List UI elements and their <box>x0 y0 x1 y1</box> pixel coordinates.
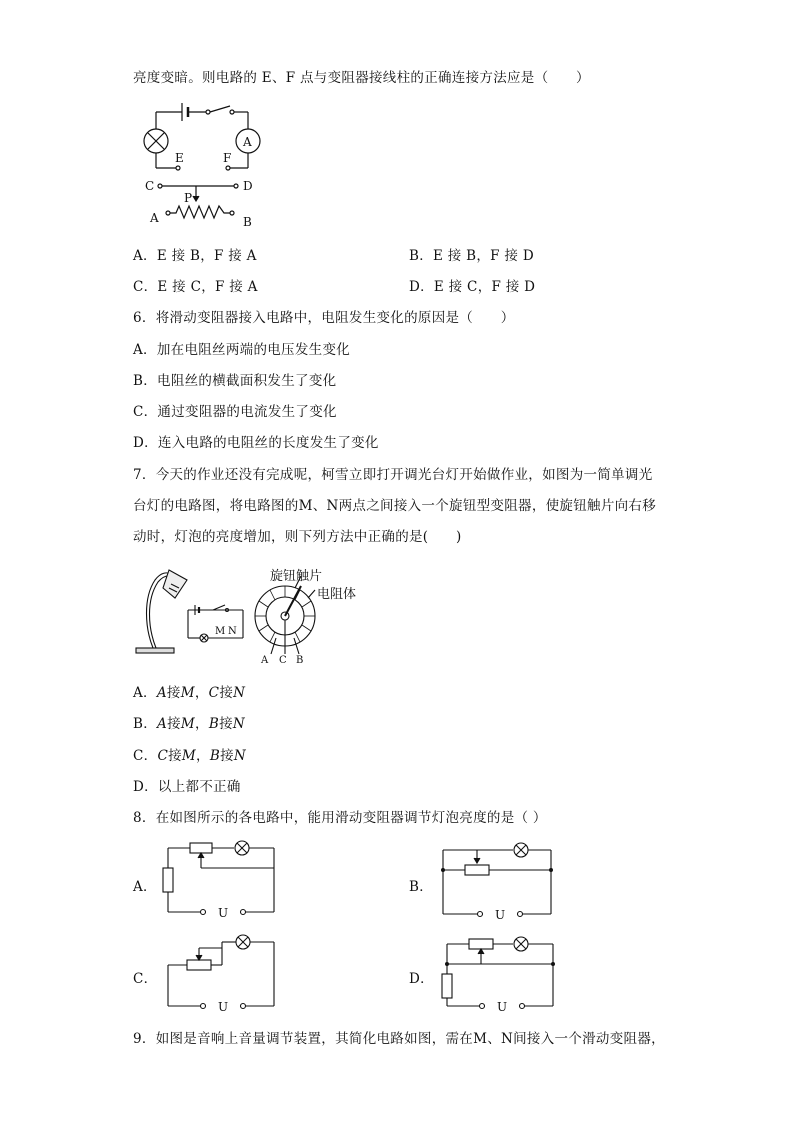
q8-circuit-d[interactable] <box>437 930 557 1014</box>
q5-option-a[interactable]: A．E 接 B，F 接 A <box>133 248 257 264</box>
q5-option-b[interactable]: B．E 接 B，F 接 D <box>409 248 534 264</box>
label-E: E <box>175 151 184 165</box>
label-rot-C: C <box>279 655 287 666</box>
q6-option-a[interactable]: A．加在电阻丝两端的电压发生变化 <box>133 342 351 358</box>
q7-lamp-figure <box>133 558 373 668</box>
q5-stem-tail: 亮度变暗。则电路的 E、F 点与变阻器接线柱的正确连接方法应是（ ） <box>133 70 590 86</box>
u-label-a: U <box>218 906 229 920</box>
q6-option-c[interactable]: C．通过变阻器的电流发生了变化 <box>133 404 337 420</box>
label-A: A <box>150 211 159 225</box>
label-F: F <box>223 151 232 165</box>
q8-circuit-b[interactable] <box>437 838 557 922</box>
q8-option-a-label[interactable]: A． <box>133 879 157 895</box>
q8-circuit-a[interactable] <box>160 838 280 918</box>
q8-stem: 8．在如图所示的各电路中，能用滑动变阻器调节灯泡亮度的是（ ） <box>133 810 547 826</box>
label-knob: 旋钮触片 <box>270 569 323 584</box>
q7-option-a[interactable]: A．A接M，C接N <box>133 685 246 701</box>
q5-option-c[interactable]: C．E 接 C，F 接 A <box>133 279 258 295</box>
q7-option-c[interactable]: C．C接M，B接N <box>133 748 246 764</box>
label-P: P <box>184 191 193 205</box>
ammeter-letter: A <box>243 135 252 149</box>
label-rot-A: A <box>261 655 269 666</box>
label-rot-B: B <box>296 655 304 666</box>
q8-option-b-label[interactable]: B． <box>409 879 434 895</box>
u-label-c: U <box>218 1000 229 1014</box>
q5-option-d[interactable]: D．E 接 C，F 接 D <box>409 279 536 295</box>
label-M: M <box>215 626 226 637</box>
q9-stem: 9．如图是音响上音量调节装置，其简化电路如图，需在M、N间接入一个滑动变阻器， <box>133 1031 665 1047</box>
label-B: B <box>243 215 252 229</box>
q7-option-d[interactable]: D．以上都不正确 <box>133 779 241 795</box>
u-label-b: U <box>495 908 506 922</box>
q7-stem-line2: 台灯的电路图，将电路图的M、N两点之间接入一个旋钮型变阻器，使旋钮触片向右移 <box>133 498 657 514</box>
q8-option-c-label[interactable]: C． <box>133 971 158 987</box>
q6-stem: 6．将滑动变阻器接入电路中，电阻发生变化的原因是（ ） <box>133 310 515 326</box>
q7-option-b[interactable]: B．A接M，B接N <box>133 716 246 732</box>
q7-stem-line1: 7．今天的作业还没有完成呢，柯雪立即打开调光台灯开始做作业，如图为一简单调光 <box>133 467 653 483</box>
label-resistor: 电阻体 <box>317 587 357 602</box>
q7-stem-line3: 动时，灯泡的亮度增加，则下列方法中正确的是( ) <box>133 529 462 545</box>
q5-circuit-figure <box>138 98 278 228</box>
q6-option-b[interactable]: B．电阻丝的横截面积发生了变化 <box>133 373 337 389</box>
q8-option-d-label[interactable]: D． <box>409 971 434 987</box>
label-D: D <box>243 179 253 193</box>
label-C: C <box>145 179 155 193</box>
q6-option-d[interactable]: D．连入电路的电阻丝的长度发生了变化 <box>133 435 379 451</box>
q8-circuit-c[interactable] <box>160 930 280 1014</box>
label-N: N <box>228 626 237 637</box>
u-label-d: U <box>497 1000 508 1014</box>
